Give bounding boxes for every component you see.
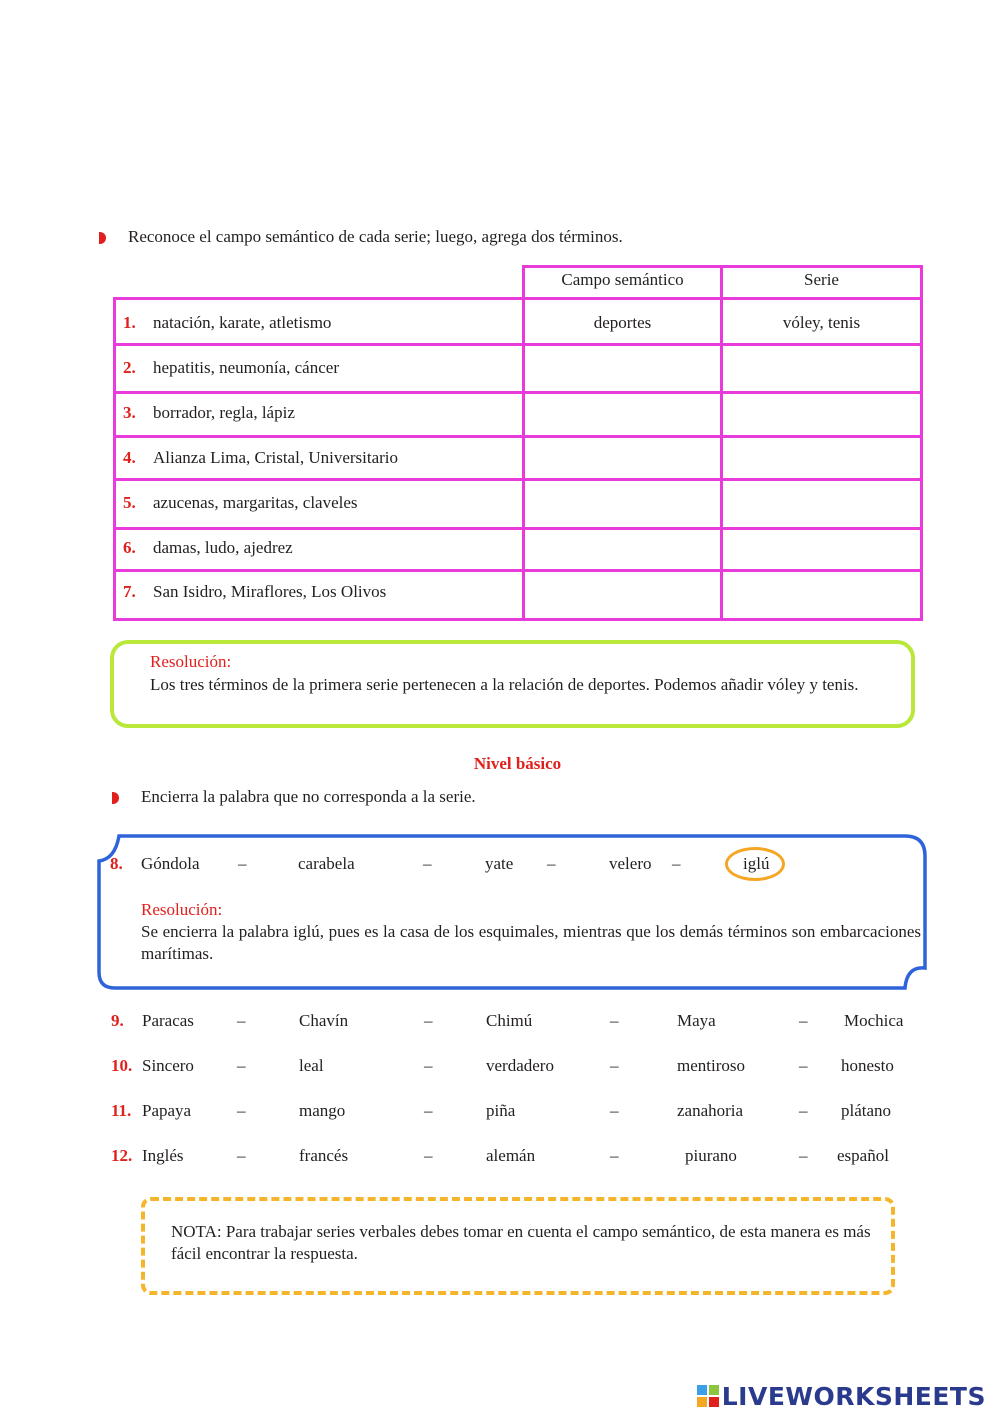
- dash: –: [237, 1011, 246, 1030]
- row-field-answer[interactable]: deportes: [593, 313, 652, 332]
- row-field-answer[interactable]: [525, 346, 720, 391]
- series-word[interactable]: verdadero: [486, 1056, 554, 1075]
- header-serie: Serie: [804, 270, 839, 289]
- row-series: San Isidro, Miraflores, Los Olivos: [153, 582, 387, 601]
- row-added-terms[interactable]: [723, 394, 920, 435]
- example-resolution-label: Resolución:: [141, 900, 223, 919]
- row-series: borrador, regla, lápiz: [153, 403, 295, 422]
- level-title: Nivel básico: [473, 754, 562, 773]
- instruction-1: Reconoce el campo semántico de cada serie; luego, agrega dos términos.: [128, 227, 623, 246]
- series-word[interactable]: alemán: [486, 1146, 536, 1165]
- dash: –: [799, 1101, 808, 1120]
- series-word[interactable]: Inglés: [142, 1146, 184, 1165]
- exercise-row: [111, 1101, 931, 1125]
- exercise-row: [111, 1011, 931, 1035]
- row-added-terms[interactable]: [723, 572, 920, 618]
- series-word[interactable]: Papaya: [142, 1101, 192, 1120]
- series-word[interactable]: leal: [299, 1056, 324, 1075]
- series-word[interactable]: Paracas: [142, 1011, 194, 1030]
- resolution-label: Resolución:: [150, 652, 232, 671]
- answer-circle: [725, 847, 785, 881]
- row-number: 2.: [123, 358, 136, 377]
- logo-mark-icon: [697, 1385, 719, 1407]
- row-added-terms[interactable]: vóley, tenis: [782, 313, 861, 332]
- row-number: 4.: [123, 448, 136, 467]
- dash: –: [237, 1101, 246, 1120]
- exercise-row: [111, 1056, 931, 1080]
- dash: –: [799, 1056, 808, 1075]
- row-field-answer[interactable]: [525, 572, 720, 618]
- dash: –: [237, 1146, 246, 1165]
- row-number: 10.: [111, 1056, 133, 1075]
- series-word[interactable]: honesto: [841, 1056, 894, 1075]
- row-field-answer[interactable]: [525, 394, 720, 435]
- row-number: 7.: [123, 582, 136, 601]
- note-text: NOTA: Para trabajar series verbales debes tomar en cuenta el campo semántico, de esta manera es más fácil encontrar la respuesta.: [171, 1222, 871, 1263]
- dash: –: [610, 1101, 619, 1120]
- liveworksheets-logo: [697, 1383, 986, 1409]
- row-number: 5.: [123, 493, 136, 512]
- dash: –: [424, 1011, 433, 1030]
- series-word: velero: [609, 854, 652, 873]
- row-number: 3.: [123, 403, 136, 422]
- series-word[interactable]: Chavín: [299, 1011, 349, 1030]
- dash: –: [799, 1011, 808, 1030]
- series-word[interactable]: zanahoria: [677, 1101, 744, 1120]
- dash: –: [610, 1056, 619, 1075]
- row-added-terms[interactable]: [723, 346, 920, 391]
- series-word[interactable]: mentiroso: [677, 1056, 745, 1075]
- series-word[interactable]: Maya: [677, 1011, 716, 1030]
- row-added-terms[interactable]: [723, 438, 920, 478]
- dash: –: [672, 854, 681, 873]
- instruction-2: Encierra la palabra que no corresponda a la serie.: [141, 787, 476, 806]
- row-field-answer[interactable]: [525, 530, 720, 569]
- exercise-row: [111, 1146, 931, 1170]
- series-word[interactable]: español: [837, 1146, 889, 1165]
- row-number: 6.: [123, 538, 136, 557]
- row-number: 12.: [111, 1146, 133, 1165]
- dash: –: [799, 1146, 808, 1165]
- series-word[interactable]: Mochica: [844, 1011, 904, 1030]
- example-row: [110, 854, 930, 878]
- dash: –: [610, 1011, 619, 1030]
- series-word[interactable]: francés: [299, 1146, 349, 1165]
- dash: –: [610, 1146, 619, 1165]
- row-series: azucenas, margaritas, claveles: [153, 493, 358, 512]
- row-series: hepatitis, neumonía, cáncer: [153, 358, 339, 377]
- dash: –: [424, 1146, 433, 1165]
- series-word[interactable]: Chimú: [486, 1011, 533, 1030]
- dash: –: [423, 854, 432, 873]
- row-number: 9.: [111, 1011, 124, 1030]
- dash: –: [424, 1056, 433, 1075]
- row-field-answer[interactable]: [525, 438, 720, 478]
- dash: –: [237, 1056, 246, 1075]
- row-series: damas, ludo, ajedrez: [153, 538, 293, 557]
- series-word: carabela: [298, 854, 355, 873]
- logo-text: LIVEWORKSHEETS: [721, 1381, 986, 1411]
- series-word[interactable]: piurano: [685, 1146, 737, 1165]
- dash: –: [547, 854, 556, 873]
- header-campo-semantico: Campo semántico: [561, 270, 684, 289]
- series-word-circled[interactable]: iglú: [743, 854, 770, 873]
- row-added-terms[interactable]: [723, 530, 920, 569]
- dash: –: [238, 854, 247, 873]
- series-word: yate: [485, 854, 514, 873]
- row-number: 8.: [110, 854, 123, 873]
- row-added-terms[interactable]: [723, 481, 920, 527]
- resolution-text: Los tres términos de la primera serie pertenecen a la relación de deportes. Podemos añadir vóley y tenis.: [150, 675, 859, 694]
- series-word[interactable]: Sincero: [142, 1056, 194, 1075]
- row-series: natación, karate, atletismo: [153, 313, 332, 332]
- row-field-answer[interactable]: [525, 481, 720, 527]
- example-resolution-text: Se encierra la palabra iglú, pues es la casa de los esquimales, mientras que los demás términos son embarcaciones marítimas.: [141, 922, 921, 963]
- series-word: Góndola: [141, 854, 200, 873]
- row-series: Alianza Lima, Cristal, Universitario: [153, 448, 399, 467]
- row-number: 11.: [111, 1101, 132, 1120]
- dash: –: [424, 1101, 433, 1120]
- series-word[interactable]: plátano: [841, 1101, 892, 1120]
- series-word[interactable]: piña: [486, 1101, 516, 1120]
- row-number: 1.: [123, 313, 136, 332]
- series-word[interactable]: mango: [299, 1101, 346, 1120]
